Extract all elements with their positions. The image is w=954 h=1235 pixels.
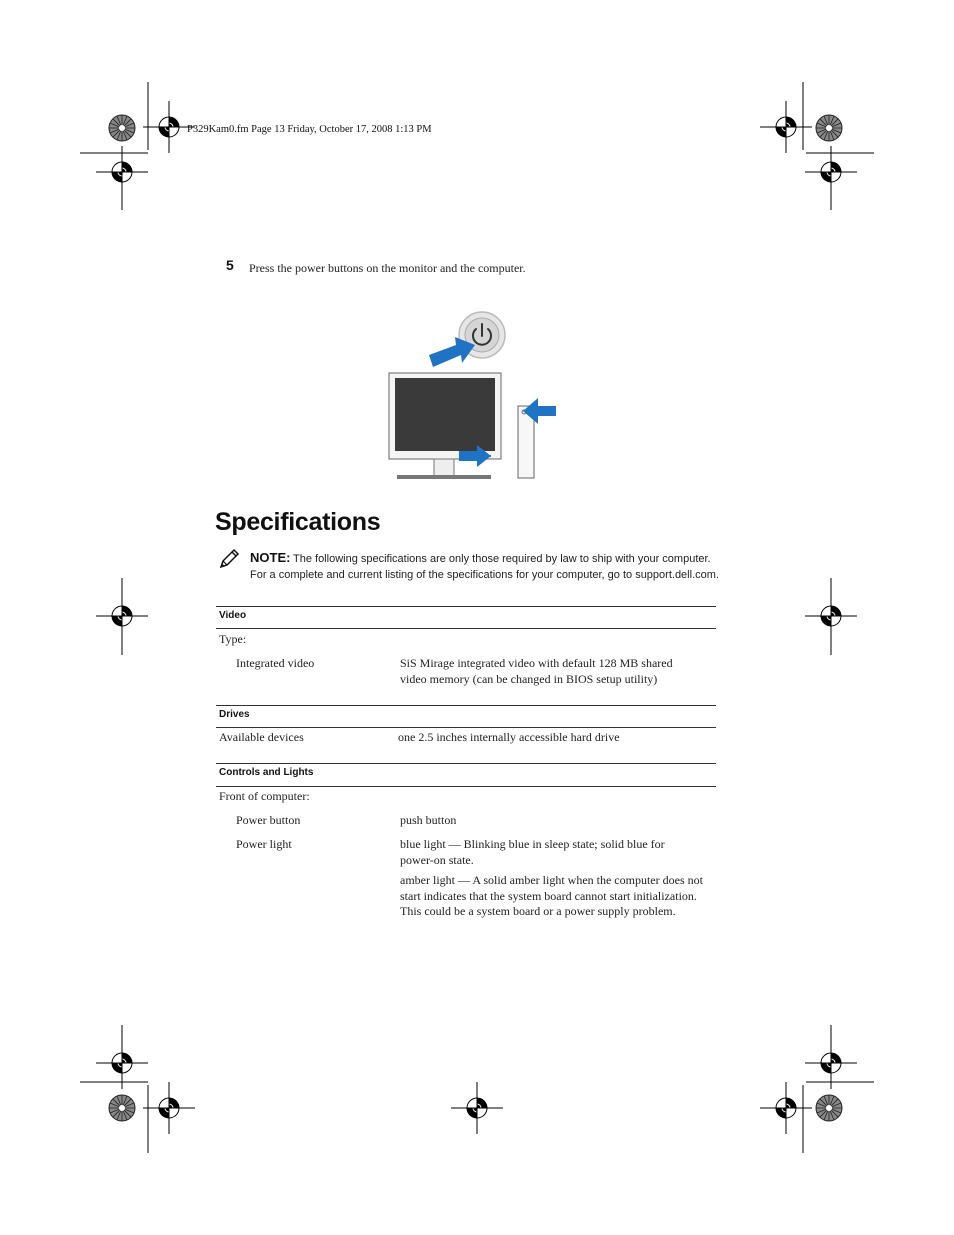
power-light-value-amber: amber light — A solid amber light when the computer does not start indicates that the system board cannot start initialization. This could be a system board or a power supply problem. bbox=[400, 873, 703, 918]
note-pencil-icon bbox=[219, 547, 241, 569]
note-label: NOTE: bbox=[250, 550, 291, 565]
table-rule bbox=[216, 628, 716, 629]
page-title: Specifications bbox=[215, 508, 381, 536]
power-button-illustration bbox=[385, 305, 565, 485]
available-devices-label: Available devices bbox=[219, 730, 304, 744]
power-button-value: push button bbox=[400, 813, 457, 827]
integrated-video-value: SiS Mirage integrated video with default 128 MB shared video memory (can be changed in BIOS setup utility) bbox=[400, 656, 673, 686]
step-text: Press the power buttons on the monitor and the computer. bbox=[249, 261, 526, 275]
section-header-video: Video bbox=[219, 610, 247, 621]
table-rule bbox=[216, 727, 716, 728]
table-rule bbox=[216, 606, 716, 607]
monitor-neck bbox=[434, 459, 454, 477]
note-text-line-1: The following specifications are only those required by law to ship with your computer. bbox=[293, 553, 711, 565]
available-devices-value: one 2.5 inches internally accessible hard drive bbox=[398, 730, 620, 744]
power-light-label: Power light bbox=[236, 837, 292, 851]
table-rule bbox=[216, 705, 716, 706]
file-header: P329Kam0.fm Page 13 Friday, October 17, 2008 1:13 PM bbox=[187, 124, 432, 135]
note-text-line-2: For a complete and current listing of the specifications for your computer, go to support.dell.com. bbox=[250, 569, 719, 581]
section-header-drives: Drives bbox=[219, 709, 250, 720]
table-rule bbox=[216, 786, 716, 787]
monitor-screen bbox=[395, 378, 495, 451]
integrated-video-label: Integrated video bbox=[236, 656, 315, 670]
type-label: Type: bbox=[219, 632, 247, 646]
front-of-computer-label: Front of computer: bbox=[219, 789, 310, 803]
table-rule bbox=[216, 763, 716, 764]
section-header-controls: Controls and Lights bbox=[219, 767, 314, 778]
step-number: 5 bbox=[226, 257, 234, 273]
power-light-value-blue: blue light — Blinking blue in sleep state; solid blue for power-on state. bbox=[400, 837, 665, 867]
power-button-label: Power button bbox=[236, 813, 301, 827]
